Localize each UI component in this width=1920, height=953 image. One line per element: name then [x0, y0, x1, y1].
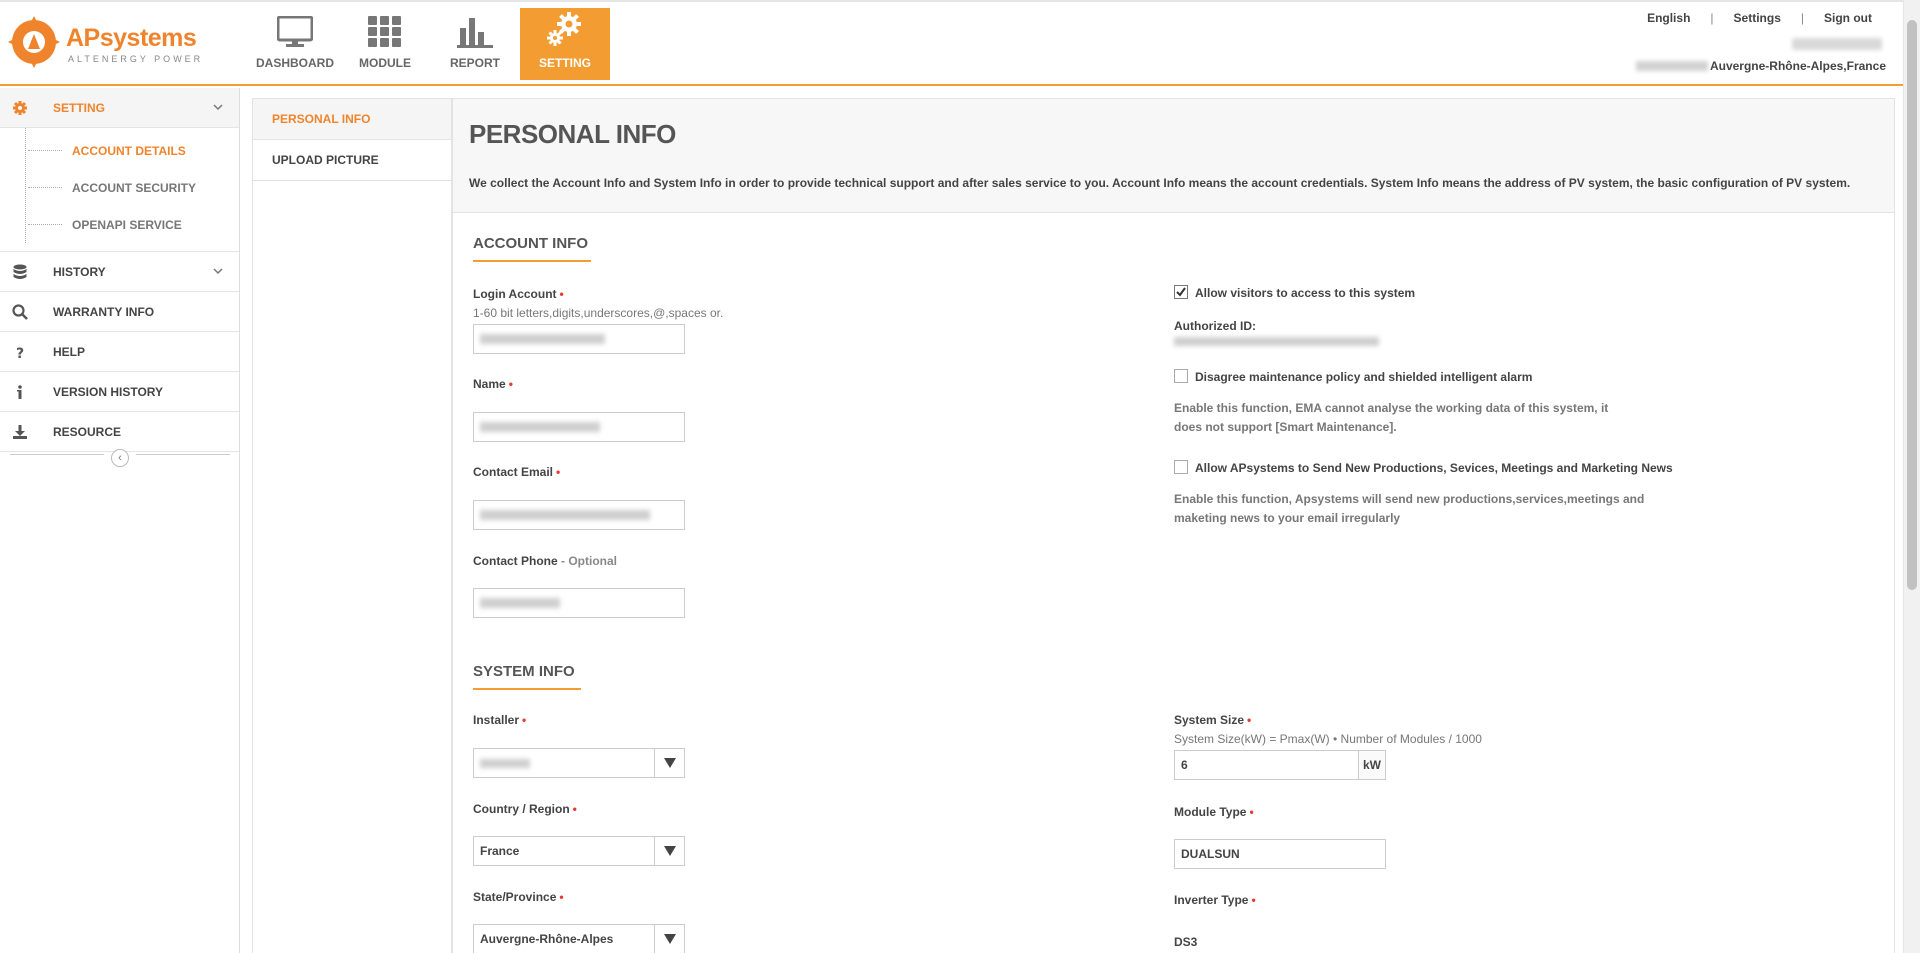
sidebar-item-warranty-info[interactable]: [0, 292, 239, 332]
name-input[interactable]: [473, 412, 685, 442]
installer-select[interactable]: [473, 748, 685, 778]
sidebar-item-label: VERSION HISTORY: [53, 384, 164, 399]
brand-tagline: ALTENERGY POWER: [68, 54, 204, 64]
allow-visitors-label: Allow visitors to access to this system: [1195, 286, 1416, 300]
triangle-down-icon: [664, 846, 676, 856]
system-info-heading: SYSTEM INFO: [473, 663, 581, 690]
search-icon: [12, 304, 28, 320]
gear-icon: [12, 100, 28, 116]
login-account-input[interactable]: [473, 324, 685, 354]
nav-report-label: REPORT: [449, 56, 500, 70]
nav-module-label: MODULE: [359, 56, 411, 70]
page-title: PERSONAL INFO: [469, 119, 676, 149]
sidebar-subitem-account-details[interactable]: ACCOUNT DETAILS: [0, 132, 239, 169]
state-label: State/Province •: [473, 890, 564, 904]
login-account-hint: 1-60 bit letters,digits,underscores,@,spaces or.: [473, 306, 724, 320]
question-icon: [12, 344, 28, 360]
module-type-input[interactable]: [1174, 839, 1386, 869]
system-size-unit: kW: [1358, 750, 1386, 780]
scrollbar-thumb[interactable]: [1907, 20, 1917, 590]
account-info-heading: ACCOUNT INFO: [473, 235, 591, 262]
sidebar-subitem-account-security[interactable]: ACCOUNT SECURITY: [0, 169, 239, 206]
logo-mark-icon: [8, 16, 60, 68]
system-size-value: 6: [1181, 758, 1188, 772]
gear-icon: [545, 12, 585, 48]
sidebar-collapse: [10, 449, 230, 464]
sidebar-item-version-history[interactable]: [0, 372, 239, 412]
contact-email-label: Contact Email •: [473, 465, 561, 479]
top-header: [0, 0, 1920, 86]
settings-link[interactable]: Settings: [1733, 11, 1781, 25]
module-type-value: DUALSUN: [1181, 847, 1240, 861]
location-text: Auvergne-Rhône-Alpes,France: [1709, 59, 1886, 73]
disagree-maintenance-desc: Enable this function, EMA cannot analyse the working data of this system, it does not support [Smart Maintenance].: [1174, 401, 1609, 434]
database-icon: [12, 264, 28, 280]
sidebar-item-label: SETTING: [53, 100, 106, 115]
system-size-hint: System Size(kW) = Pmax(W) • Number of Modules / 1000: [1174, 732, 1482, 746]
sidebar-item-label: HELP: [53, 344, 86, 359]
tab-upload-picture[interactable]: UPLOAD PICTURE: [253, 140, 451, 181]
redacted-value: [480, 759, 530, 768]
tab-personal-info[interactable]: PERSONAL INFO: [253, 99, 451, 140]
grid-icon: [368, 16, 402, 48]
system-location: [1636, 59, 1886, 73]
sidebar-item-resource[interactable]: [0, 412, 239, 452]
svg-text:?: ?: [16, 346, 25, 360]
divider: [10, 454, 104, 455]
country-select[interactable]: [473, 836, 685, 866]
triangle-down-icon: [664, 758, 676, 768]
disagree-maintenance-label: Disagree maintenance policy and shielded intelligent alarm: [1195, 370, 1533, 384]
redacted-value: [480, 598, 560, 608]
system-size-input[interactable]: [1174, 750, 1359, 780]
disagree-maintenance-checkbox[interactable]: [1174, 369, 1188, 383]
redacted-value: [480, 334, 605, 344]
main-content: [452, 98, 1895, 953]
chevron-down-icon: [213, 266, 223, 276]
settings-subnav: [252, 98, 452, 953]
bar-chart-icon: [457, 16, 493, 48]
username-redacted: [1792, 38, 1882, 50]
triangle-down-icon: [664, 934, 676, 944]
language-link[interactable]: English: [1647, 11, 1691, 25]
module-type-label: Module Type •: [1174, 805, 1254, 819]
sidebar-subitem-openapi-service[interactable]: OPENAPI SERVICE: [0, 206, 239, 243]
authorized-id-label: Authorized ID:: [1174, 319, 1256, 333]
allow-news-label: Allow APsystems to Send New Productions, Sevices, Meetings and Marketing News: [1195, 461, 1673, 475]
sidebar-item-label: RESOURCE: [53, 424, 122, 439]
info-icon: [12, 384, 28, 400]
download-icon: [12, 424, 28, 440]
contact-phone-input[interactable]: [473, 588, 685, 618]
intro-panel: [453, 99, 1894, 213]
collapse-sidebar-button[interactable]: ‹: [111, 449, 129, 467]
inverter-type-label: Inverter Type •: [1174, 893, 1256, 907]
divider: [136, 454, 230, 455]
nav-setting[interactable]: [520, 8, 610, 80]
left-sidebar: [0, 88, 240, 953]
location-redacted: [1636, 61, 1708, 71]
setting-submenu: [0, 128, 239, 252]
brand-name: APsystems: [66, 24, 197, 52]
checkmark-icon: [1175, 286, 1187, 298]
nav-dashboard-label: DASHBOARD: [256, 56, 334, 70]
allow-news-checkbox[interactable]: [1174, 460, 1188, 474]
link-separator: |: [1710, 11, 1714, 25]
sidebar-item-help[interactable]: [0, 332, 239, 372]
contact-email-input[interactable]: [473, 500, 685, 530]
redacted-value: [480, 510, 650, 520]
redacted-value: [480, 422, 600, 432]
nav-setting-label: SETTING: [538, 56, 591, 70]
inverter-type-value: DS3: [1174, 935, 1198, 949]
name-label: Name •: [473, 377, 513, 391]
chevron-down-icon: [213, 102, 223, 112]
page-scrollbar[interactable]: [1903, 0, 1920, 953]
allow-visitors-checkbox[interactable]: [1174, 285, 1188, 299]
dropdown-arrow: [654, 925, 684, 953]
country-label: Country / Region •: [473, 802, 577, 816]
allow-news-desc: Enable this function, Apsystems will send new productions,services,meetings and maketing news to your email irregularly: [1174, 492, 1645, 525]
apsystems-logo[interactable]: [8, 16, 208, 68]
state-value: Auvergne-Rhône-Alpes: [480, 932, 614, 946]
signout-link[interactable]: Sign out: [1824, 11, 1872, 25]
country-value: France: [480, 844, 520, 858]
nav-dashboard[interactable]: [250, 8, 340, 80]
login-account-label: Login Account •: [473, 287, 564, 301]
sidebar-item-setting[interactable]: [0, 88, 239, 128]
dropdown-arrow: [654, 749, 684, 777]
main-nav: [250, 8, 610, 80]
authorized-id-redacted: [1174, 337, 1379, 346]
sidebar-item-label: HISTORY: [53, 264, 106, 279]
installer-label: Installer •: [473, 713, 527, 727]
nav-report[interactable]: [430, 8, 520, 80]
link-separator: |: [1800, 11, 1804, 25]
nav-module[interactable]: [340, 8, 430, 80]
monitor-icon: [277, 16, 313, 48]
system-size-label: System Size •: [1174, 713, 1252, 727]
contact-phone-label: Contact Phone - Optional: [473, 554, 617, 568]
dropdown-arrow: [654, 837, 684, 865]
sidebar-item-history[interactable]: [0, 252, 239, 292]
state-select[interactable]: [473, 924, 685, 953]
top-links: [1647, 11, 1872, 25]
sidebar-item-label: WARRANTY INFO: [53, 304, 155, 319]
intro-text: We collect the Account Info and System Info in order to provide technical support and after sales service to you. Account Info means the account credentials. System Info means the address of PV system, the basic configuration of PV system.: [469, 176, 1851, 190]
